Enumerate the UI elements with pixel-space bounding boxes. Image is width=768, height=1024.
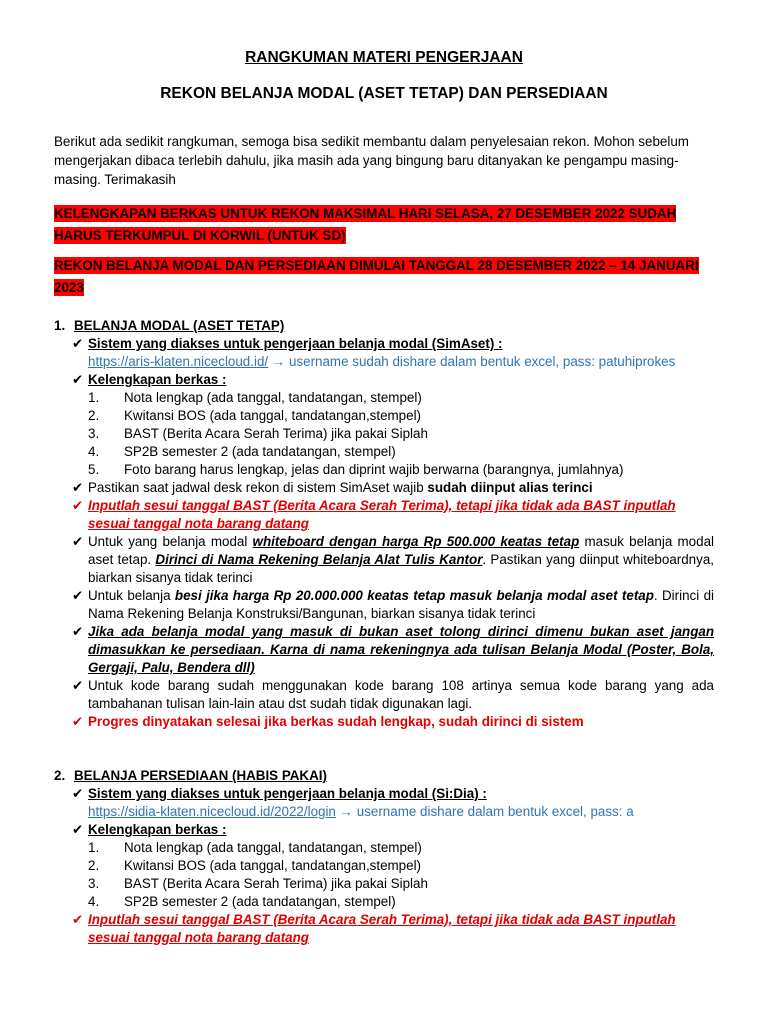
check-icon: ✔ [72,480,84,495]
s1-progres-note: Progres dinyatakan selesai jika berkas sudah lengkap, sudah dirinci di sistem [88,714,584,729]
s2-berkas-label: Kelengkapan berkas : [88,822,227,837]
section-2-heading: 2. BELANJA PERSEDIAAN (HABIS PAKAI) [54,768,327,783]
list-item: 4. SP2B semester 2 (ada tandatangan, stempel) [88,894,396,909]
s1-berkas-item [54,371,714,389]
check-icon: ✔ [72,588,84,603]
deadline-highlight: KELENGKAPAN BERKAS UNTUK REKON MAKSIMAL HARI SELASA, 27 DESEMBER 2022 SUDAH HARUS TERKUMPUL DI KORWIL (UNTUK SD) [54,206,677,243]
deadline-notice [54,203,714,247]
s2-bast-note: Inputlah sesui tanggal BAST (Berita Acara Serah Terima), tetapi jika tidak ada BAST inputlah sesuai tanggal nota barang datang [88,912,676,945]
check-icon: ✔ [72,786,84,801]
check-icon: ✔ [72,678,84,693]
intro-paragraph: Berikut ada sedikit rangkuman, semoga bisa sedikit membantu dalam penyelesaian rekon. Mohon sebelum mengerjakan dibaca terlebih dahulu, jika masih ada yang bingung baru ditanyakan ke pengampu masing-masing. Terimakasih [54,134,689,187]
section-2-title: BELANJA PERSEDIAAN (HABIS PAKAI) [74,768,327,783]
check-icon: ✔ [72,912,84,927]
list-item: 2. Kwitansi BOS (ada tanggal, tandatangan,stempel) [88,858,422,873]
check-icon: ✔ [72,534,84,549]
s1-kode-item [54,677,714,713]
s1-kode-note: Untuk kode barang sudah menggunakan kode barang 108 artinya semua kode barang yang ada tambahanan tulisan lain-lain atau dst sudah tidak digunakan lagi. [88,678,714,711]
section-1-heading: 1. BELANJA MODAL (ASET TETAP) [54,318,285,333]
list-item: 5. Foto barang harus lengkap, jelas dan diprint wajib berwarna (barangnya, jumlahnya) [88,462,624,477]
s1-jika-item [54,623,714,677]
s1-berkas-label: Kelengkapan berkas : [88,372,227,387]
list-item: 2. Kwitansi BOS (ada tanggal, tandatangan,stempel) [88,408,422,423]
check-icon: ✔ [72,498,84,513]
document-title: RANGKUMAN MATERI PENGERJAAN [245,49,523,66]
list-item: 3. BAST (Berita Acara Serah Terima) jika pakai Siplah [88,876,428,891]
list-item: 4. SP2B semester 2 (ada tandatangan, stempel) [88,444,396,459]
s1-simaset-item: ✔ Pastikan saat jadwal desk rekon di sistem SimAset wajib sudah diinput alias terinci [72,480,593,495]
s1-system-item [54,335,714,371]
list-item: 1. Nota lengkap (ada tanggal, tandatangan, stempel) [88,840,422,855]
document-subtitle: REKON BELANJA MODAL (ASET TETAP) DAN PERSEDIAAN [160,85,608,102]
s1-bast-note: Inputlah sesui tanggal BAST (Berita Acara Serah Terima), tetapi jika tidak ada BAST inputlah sesuai tanggal nota barang datang [88,498,676,531]
list-item: 1. Nota lengkap (ada tanggal, tandatangan, stempel) [88,390,422,405]
s2-system-item [54,785,714,821]
s1-whiteboard-item: ✔ Untuk yang belanja modal whiteboard dengan harga Rp 500.000 keatas tetap masuk belanja modal aset tetap. Dirinci di Nama Rekening Belanja Alat Tulis Kantor. Pastikan yang diinput whiteboardnya, biarkan sisanya tidak terinci [72,534,714,585]
s1-system-link[interactable]: https://aris-klaten.nicecloud.id/ [88,354,269,369]
s1-progres-item [54,713,714,731]
check-icon: ✔ [72,372,84,387]
s1-jika-note: Jika ada belanja modal yang masuk di bukan aset tolong dirinci dimenu bukan aset jangan dimasukkan ke persediaan. Karna di nama rekeningnya ada tulisan Belanja Modal (Poster, Bola, Gergaji, Palu, Bendera dll) [88,624,714,675]
s1-system-label: Sistem yang diakses untuk pengerjaan belanja modal (SimAset) : [88,336,503,351]
s2-system-label: Sistem yang diakses untuk pengerjaan belanja modal (Si:Dia) : [88,786,487,801]
check-icon: ✔ [72,822,84,837]
s2-berkas-item [54,821,714,839]
check-icon: ✔ [72,336,84,351]
check-icon: ✔ [72,714,84,729]
schedule-highlight: REKON BELANJA MODAL DAN PERSEDIAAN DIMULAI TANGGAL 28 DESEMBER 2022 – 14 JANUARI 2023 [54,258,699,295]
check-icon: ✔ [72,624,84,639]
arrow-right-icon: → [271,354,286,369]
s2-system-note: username dishare dalam bentuk excel, pass: a [356,804,634,819]
s2-bast-item [54,911,714,947]
s2-system-link[interactable]: https://sidia-klaten.nicecloud.id/2022/login [88,804,336,819]
section-1-title: BELANJA MODAL (ASET TETAP) [74,318,285,333]
s1-system-note: username sudah dishare dalam bentuk excel, pass: patuhiprokes [288,354,676,369]
s1-besi-item: ✔ Untuk belanja besi jika harga Rp 20.000.000 keatas tetap masuk belanja modal aset tetap. Dirinci di Nama Rekening Belanja Konstruksi/Bangunan, biarkan sisanya tidak terinci [72,588,715,621]
schedule-notice [54,255,714,299]
arrow-right-icon: → [339,804,354,819]
s1-bast-item [54,497,714,533]
list-item: 3. BAST (Berita Acara Serah Terima) jika pakai Siplah [88,426,428,441]
